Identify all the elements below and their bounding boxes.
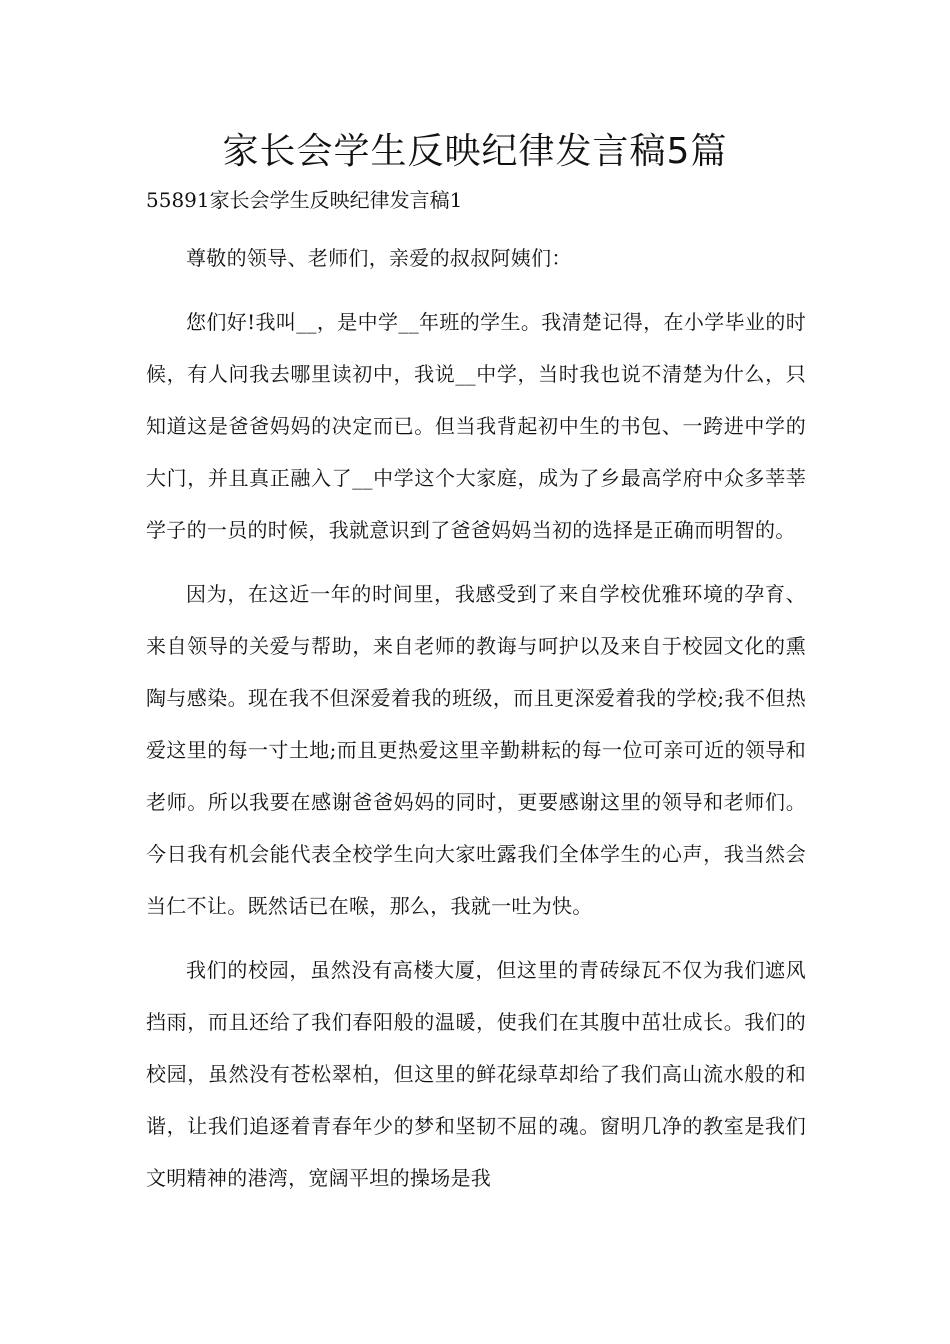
document-title: 家长会学生反映纪律发言稿5篇 bbox=[222, 131, 728, 172]
paragraph: 因为，在这近一年的时间里，我感受到了来自学校优雅环境的孕育、来自领导的关爱与帮助，来自老师的教诲与呵护以及来自于校园文化的熏陶与感染。现在我不但深爱着我的班级，而且更深爱着我的学校;我不但热爱这里的每一寸土地;而且更热爱这里辛勤耕耘的每一位可亲可近的领导和老师。所以我要在感谢爸爸妈妈的同时，更要感谢这里的领导和老师们。今日我有机会能代表全校学生向大家吐露我们全体学生的心声，我当然会当仁不让。既然话已在喉，那么，我就一吐为快。 bbox=[146, 582, 806, 918]
document-subtitle: 55891家长会学生反映纪律发言稿1 bbox=[146, 188, 463, 212]
paragraph: 您们好!我叫__，是中学__年班的学生。我清楚记得，在小学毕业的时候，有人问我去哪里读初中，我说__中学，当时我也说不清楚为什么，只知道这是爸爸妈妈的决定而已。但当我背起初中生的书包、一跨进中学的大门，并且真正融入了__中学这个大家庭，成为了乡最高学府中众多莘莘学子的一员的时候，我就意识到了爸爸妈妈当初的选择是正确而明智的。 bbox=[146, 310, 806, 542]
document-body bbox=[146, 232, 806, 1216]
paragraph-greeting: 尊敬的领导、老师们，亲爱的叔叔阿姨们： bbox=[186, 246, 572, 270]
paragraph: 我们的校园，虽然没有高楼大厦，但这里的青砖绿瓦不仅为我们遮风挡雨，而且还给了我们春阳般的温暖，使我们在其腹中茁壮成长。我们的校园，虽然没有苍松翠柏，但这里的鲜花绿草却给了我们高山流水般的和谐，让我们追逐着青春年少的梦和坚韧不屈的魂。窗明几净的教室是我们文明精神的港湾，宽阔平坦的操场是我 bbox=[146, 958, 806, 1190]
